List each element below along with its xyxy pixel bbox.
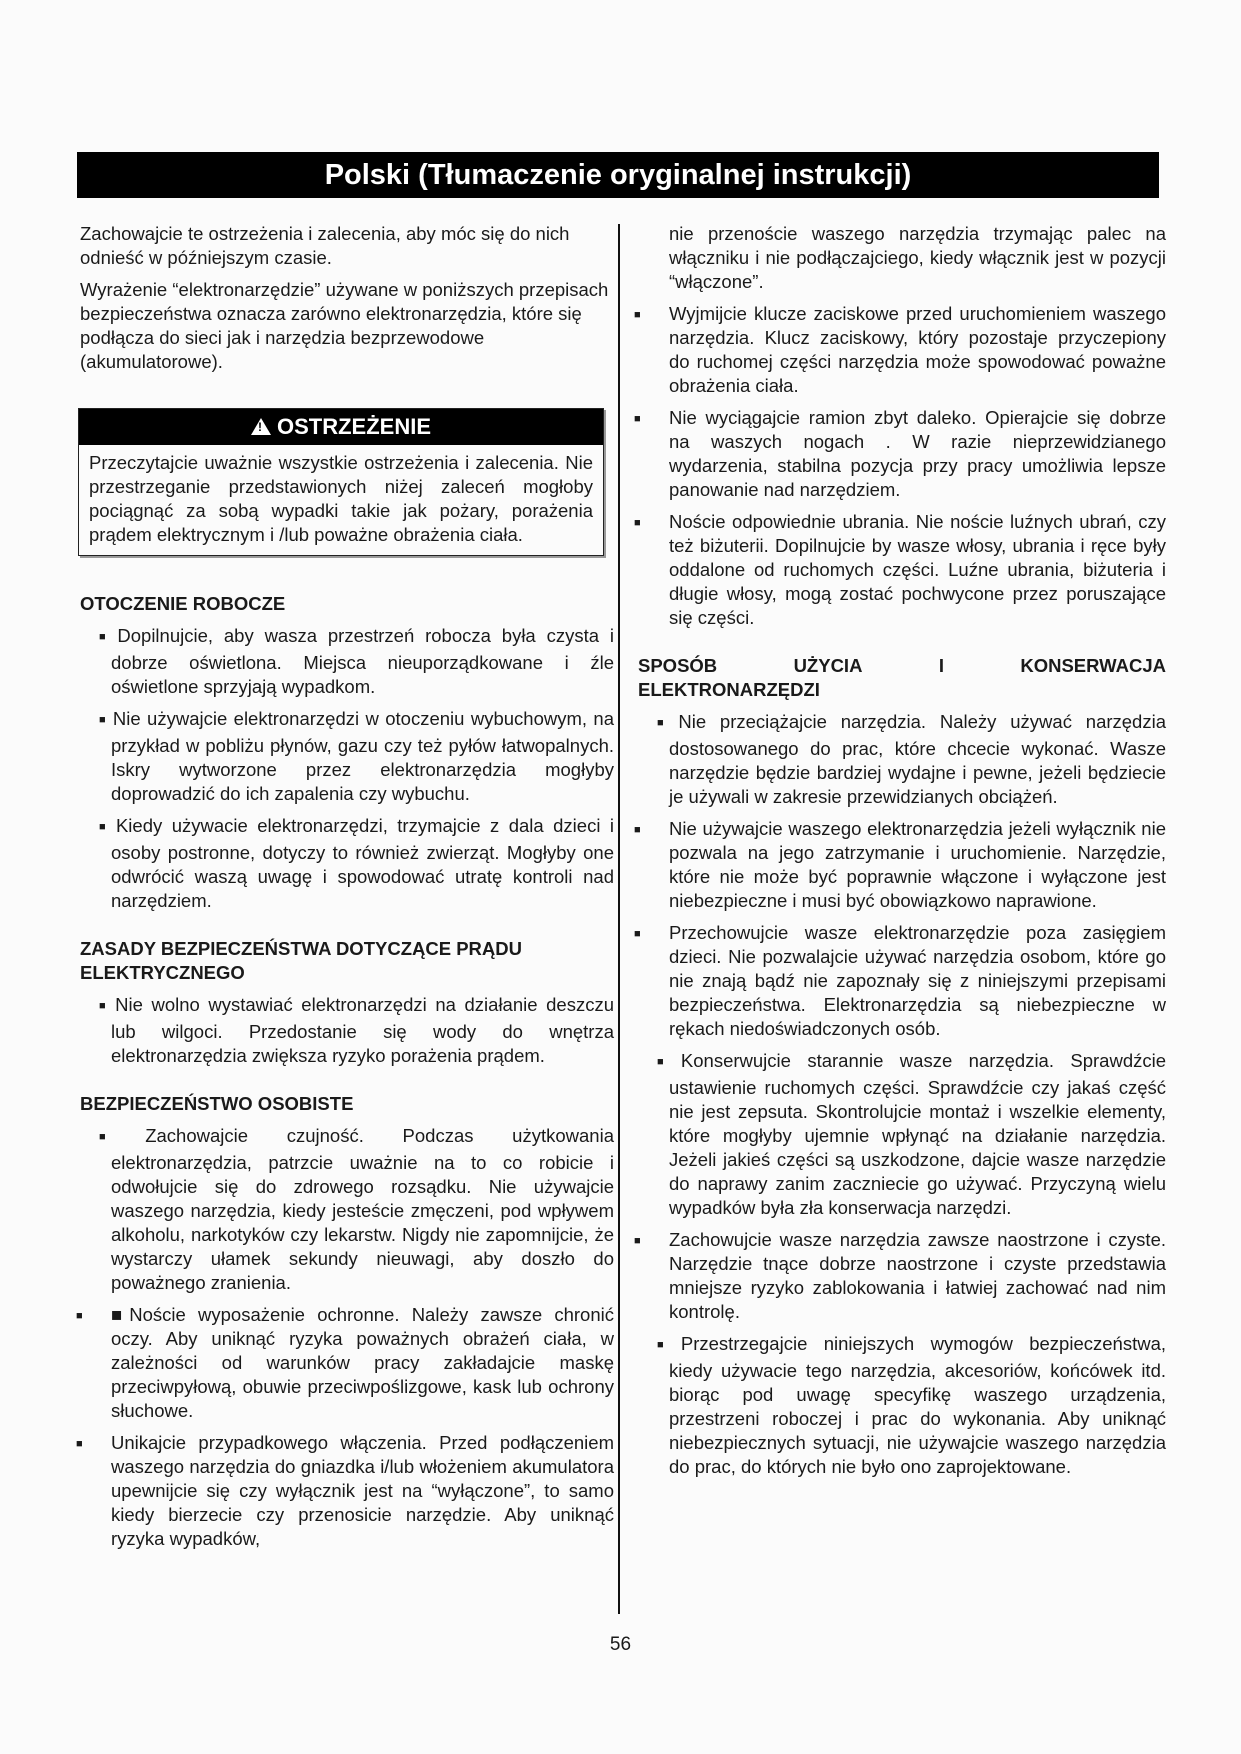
- section-heading-work-area: OTOCZENIE ROBOCZE: [80, 593, 286, 614]
- list-item: ■ Noście odpowiednie ubrania. Nie noście luźnych ubrań, czy też biżuterii. Dopilnujcie by wasze włosy, ubrania i ręce były oddalone od ruchomych części. Luźne ubrania, biżuteria i długie włosy, mogą zostać pochwycone przez poruszające się części.: [638, 510, 1166, 630]
- warning-text: Przeczytajcie uważnie wszystkie ostrzeżenia i zalecenia. Nie przestrzeganie przedstawionych niżej zaleceń mogłoby pociągnąć za sobą wypadki takie jak pożary, porażenia prądem elektrycznym i /lub poważne obrażenia ciała.: [89, 452, 593, 545]
- list-item: ■ Nie wolno wystawiać elektronarzędzi na działanie deszczu lub wilgoci. Przedostanie się wody do wnętrza elektronarzędzia zwiększa ryzyko porażenia prądem.: [80, 993, 614, 1068]
- section-heading-electrical: ZASADY BEZPIECZEŃSTWA DOTYCZĄCE PRĄDU ELEKTRYCZNEGO: [80, 938, 522, 983]
- list-item: ■ Nie używajcie waszego elektronarzędzia jeżeli wyłącznik nie pozwala na jego zatrzymanie i uruchomienie. Narzędzie, które nie może być poprawnie włączone i wyłączone jest niebezpieczne i musi być obowiązkowo naprawione.: [638, 817, 1166, 913]
- intro-paragraph-1: Zachowajcie te ostrzeżenia i zalecenia, aby móc się do nich odnieść w późniejszym czasie.: [80, 223, 570, 268]
- warning-triangle-icon: [251, 418, 271, 435]
- warning-header: [79, 409, 603, 445]
- list-item: ■ Dopilnujcie, aby wasza przestrzeń robocza była czysta i dobrze oświetlona. Miejsca nieuporządkowane i źle oświetlone sprzyjają wypadkom.: [80, 624, 614, 699]
- left-column: [80, 222, 614, 1559]
- list-item: ■ Nie używajcie elektronarzędzi w otoczeniu wybuchowym, na przykład w pobliżu płynów, gazu czy też pyłów łatwopalnych. Iskry wytworzone przez elektronarzędzia mogłyby doprowadzić do ich zapalenia czy wybuchu.: [80, 707, 614, 806]
- list-item: ■ Konserwujcie starannie wasze narzędzia. Sprawdźcie ustawienie ruchomych części. Sprawdźcie czy jakaś część nie jest zepsuta. Skontrolujcie montaż i wszelkie elementy, które mogłyby ujemnie wpłynąć na działanie narzędzia. Jeżeli jakieś części są uszkodzone, dajcie wasze narzędzie do naprawy zanim zaczniecie go używać. Przyczyną wielu wypadków była zła konserwacja narzędzi.: [638, 1049, 1166, 1220]
- right-column: [638, 222, 1166, 1487]
- list-item: ■ Kiedy używacie elektronarzędzi, trzymajcie z dala dzieci i osoby postronne, dotyczy to również zwierząt. Mogłyby one odwrócić waszą uwagę i spowodować utratę kontroli nad narzędziem.: [80, 814, 614, 913]
- section-heading-use-care: SPOSÓB UŻYCIA I KONSERWACJA ELEKTRONARZĘDZI: [638, 655, 1166, 700]
- list-item: ■ Unikajcie przypadkowego włączenia. Przed podłączeniem waszego narzędzia do gniazdka i/lub włożeniem akumulatora upewnijcie się czy wyłącznik jest na “wyłączone”, to samo kiedy bierzecie czy przenosicie narzędzie. Aby uniknąć ryzyka wypadków,: [80, 1431, 614, 1551]
- warning-box: [78, 408, 604, 556]
- continued-paragraph: nie przenoście waszego narzędzia trzymając palec na włączniku i nie podłączajciego, kiedy włącznik jest w pozycji “włączone”.: [669, 223, 1166, 292]
- section-heading-personal: BEZPIECZEŃSTWO OSOBISTE: [80, 1093, 354, 1114]
- page-number: 56: [609, 1634, 632, 1655]
- list-item: ■ Nie wyciągajcie ramion zbyt daleko. Opierajcie się dobrze na waszych nogach . W razie nieprzewidzianego wydarzenia, stabilna pozycja przy pracy umożliwia lepsze panowanie nad narzędziem.: [638, 406, 1166, 502]
- list-item: ■ ■Noście wyposażenie ochronne. Należy zawsze chronić oczy. Aby uniknąć ryzyka poważnych obrażeń ciała, w zależności od warunków pracy zakładajcie maskę przeciwpyłową, obuwie przeciwpoślizgowe, kask lub ochrony słuchowe.: [80, 1303, 614, 1423]
- list-item: ■ Przechowujcie wasze elektronarzędzie poza zasięgiem dzieci. Nie pozwalajcie używać narzędzia osobom, które go nie znają bądź nie zapoznały się z niniejszymi przepisami bezpieczeństwa. Elektronarzędzia są niebezpieczne w rękach niedoświadczonych osób.: [638, 921, 1166, 1041]
- warning-title: OSTRZEŻENIE: [276, 414, 431, 439]
- column-divider: [618, 224, 620, 1614]
- list-item: ■ Przestrzegajcie niniejszych wymogów bezpieczeństwa, kiedy używacie tego narzędzia, akcesoriów, końcówek itd. biorąc pod uwagę specyfikę waszego urządzenia, przestrzeni roboczej i prac do wykonania. Aby uniknąć niebezpiecznych sytuacji, nie używajcie waszego narzędzia do prac, do których nie było ono zaprojektowane.: [638, 1332, 1166, 1479]
- page-title: Polski (Tłumaczenie oryginalnej instrukcji): [77, 152, 1159, 198]
- list-item: ■ Zachowujcie wasze narzędzia zawsze naostrzone i czyste. Narzędzie tnące dobrze naostrzone i czyste przedstawia mniejsze ryzyko zablokowania i łatwiej zachować nad nim kontrolę.: [638, 1228, 1166, 1324]
- intro-paragraph-2: Wyrażenie “elektronarzędzie” używane w poniższych przepisach bezpieczeństwa oznacza zarówno elektronarzędzia, które się podłącza do sieci jak i narzędzia bezprzewodowe (akumulatorowe).: [80, 279, 609, 372]
- list-item: ■ Nie przeciążajcie narzędzia. Należy używać narzędzia dostosowanego do prac, które chcecie wykonać. Wasze narzędzie będzie bardziej wydajne i pewne, jeżeli będziecie je używali w zakresie przewidzianych obciążeń.: [638, 710, 1166, 809]
- list-item: ■ Wyjmijcie klucze zaciskowe przed uruchomieniem waszego narzędzia. Klucz zaciskowy, który pozostaje przyczepiony do ruchomej części narzędzia może spowodować poważne obrażenia ciała.: [638, 302, 1166, 398]
- list-item: ■ Zachowajcie czujność. Podczas użytkowania elektronarzędzia, patrzcie uważnie na to co robicie i odwołujcie się do zdrowego rozsądku. Nie używajcie waszego narzędzia, kiedy jesteście zmęczeni, pod wpływem alkoholu, narkotyków czy lekarstw. Nigdy nie zapomnijcie, że wystarczy ułamek sekundy nieuwagi, aby doszło do poważnego zranienia.: [80, 1124, 614, 1295]
